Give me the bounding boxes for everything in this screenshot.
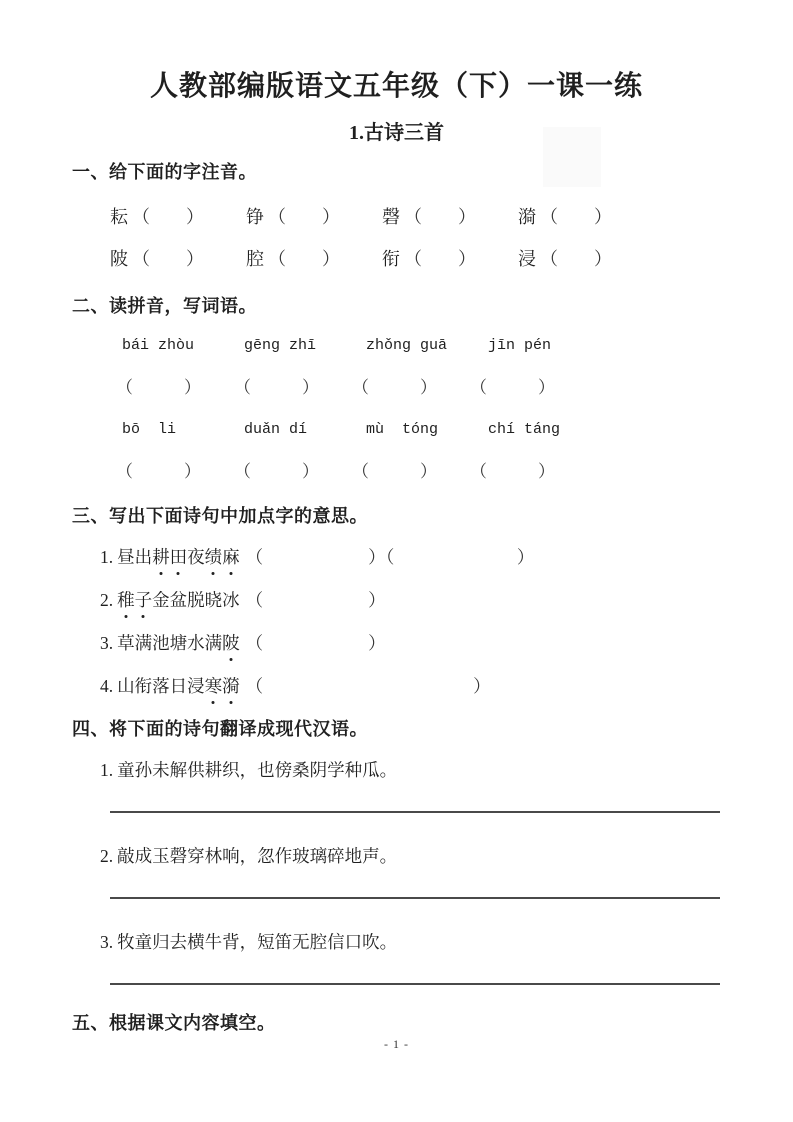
emphasized-character: 子 [135,587,153,613]
write-word-paren-row [116,460,721,484]
pinyin-word: bō li [122,421,177,438]
document-title: 人教部编版语文五年级（下）一课一练 [149,71,643,102]
annotate-char-cell [110,246,246,272]
item-number: 1. [100,760,114,780]
annotate-char-cell [110,204,246,230]
answer-paren: （ ） [404,249,476,269]
emphasized-character: 稚 [117,587,135,613]
hanzi-character: 陂 [110,249,128,269]
answer-paren: （ ） [245,633,386,653]
pinyin-word: jīn pén [488,337,552,354]
hanzi-character: 腔 [246,249,264,269]
annotate-char-row [110,204,721,230]
section1-rows [72,204,721,272]
page-number: - 1 - [384,1037,409,1051]
pinyin-word: chí táng [488,421,561,438]
answer-paren: （ ） [116,462,201,481]
dotted-word-item [100,630,721,656]
dotted-word-item [100,544,721,570]
pinyin-word: zhǒng guā [366,337,448,354]
answer-blank-line [110,811,720,813]
section3-heading: 三、写出下面诗句中加点字的意思。 [72,506,368,526]
answer-paren: （ ） [268,249,340,269]
section4-items [72,757,721,985]
lesson-subtitle: 1.古诗三首 [349,122,444,144]
emphasized-character: 绩 [205,544,223,570]
answer-paren: （ ） [132,249,204,269]
hanzi-character: 浸 [518,249,536,269]
answer-paren: （ ） [116,378,201,397]
answer-paren: （ ） [352,462,437,481]
hanzi-character: 铮 [246,207,264,227]
section5-heading: 五、根据课文内容填空。 [72,1013,276,1033]
answer-paren: （ ） [234,378,319,397]
answer-paren: （ ） [540,207,612,227]
section2-rows [72,334,721,484]
answer-paren: （ ） [404,207,476,227]
item-number: 3. [100,633,114,653]
dotted-word-item [100,587,721,613]
answer-blank-line [110,983,720,985]
verse-text: 敲成玉磬穿林响，忽作玻璃碎地声。 [117,846,398,866]
hanzi-character: 耘 [110,207,128,227]
answer-paren: （ ） [540,249,612,269]
section4-heading: 四、将下面的诗句翻译成现代汉语。 [72,719,368,739]
emphasized-character: 陂 [222,630,240,656]
item-number: 2. [100,590,114,610]
annotate-char-cell [246,246,382,272]
pinyin-word: bái zhòu [122,337,195,354]
annotate-char-row [110,246,721,272]
pinyin-word: mù tóng [366,421,439,438]
answer-paren: （ ） [132,207,204,227]
section2-heading: 二、读拼音，写词语。 [72,296,257,316]
verse-text: 山衔落日浸 [117,676,205,696]
section1-heading: 一、给下面的字注音。 [72,162,257,182]
emphasized-character: 麻 [222,544,240,570]
answer-paren: （ ） [470,378,555,397]
pinyin-row [122,334,721,358]
section3-items [72,544,721,699]
faint-watermark-box [543,127,601,187]
hanzi-character: 衔 [382,249,400,269]
pinyin-word: gēng zhī [244,337,317,354]
answer-paren: （ ）（ ） [245,547,535,567]
answer-paren: （ ） [234,462,319,481]
translation-item [100,757,721,783]
verse-text: 金盆脱晓冰 [152,590,240,610]
verse-text: 昼出 [117,547,153,567]
annotate-char-cell [518,246,654,272]
answer-paren: （ ） [470,462,555,481]
pinyin-row [122,418,721,442]
annotate-char-cell [518,204,654,230]
annotate-char-cell [382,246,518,272]
answer-blank-line [110,897,720,899]
verse-text: 草满池塘水满 [117,633,223,653]
item-number: 1. [100,547,114,567]
emphasized-character: 耕 [152,544,170,570]
translation-item [100,843,721,869]
item-number: 4. [100,676,114,696]
write-word-paren-row [116,376,721,400]
answer-paren: （ ） [352,378,437,397]
verse-text: 童孙未解供耕织，也傍桑阴学种瓜。 [117,760,398,780]
emphasized-character: 田 [170,544,188,570]
verse-text: 夜 [187,547,205,567]
item-number: 2. [100,846,114,866]
item-number: 3. [100,932,114,952]
annotate-char-cell [382,204,518,230]
answer-paren: （ ） [268,207,340,227]
annotate-char-cell [246,204,382,230]
dotted-word-item [100,673,721,699]
hanzi-character: 漪 [518,207,536,227]
answer-paren: （ ） [245,676,491,696]
pinyin-word: duǎn dí [244,421,308,438]
verse-text: 牧童归去横牛背，短笛无腔信口吹。 [117,932,398,952]
answer-paren: （ ） [245,590,386,610]
emphasized-character: 寒 [205,673,223,699]
emphasized-character: 漪 [222,673,240,699]
translation-item [100,929,721,955]
hanzi-character: 磬 [382,207,400,227]
